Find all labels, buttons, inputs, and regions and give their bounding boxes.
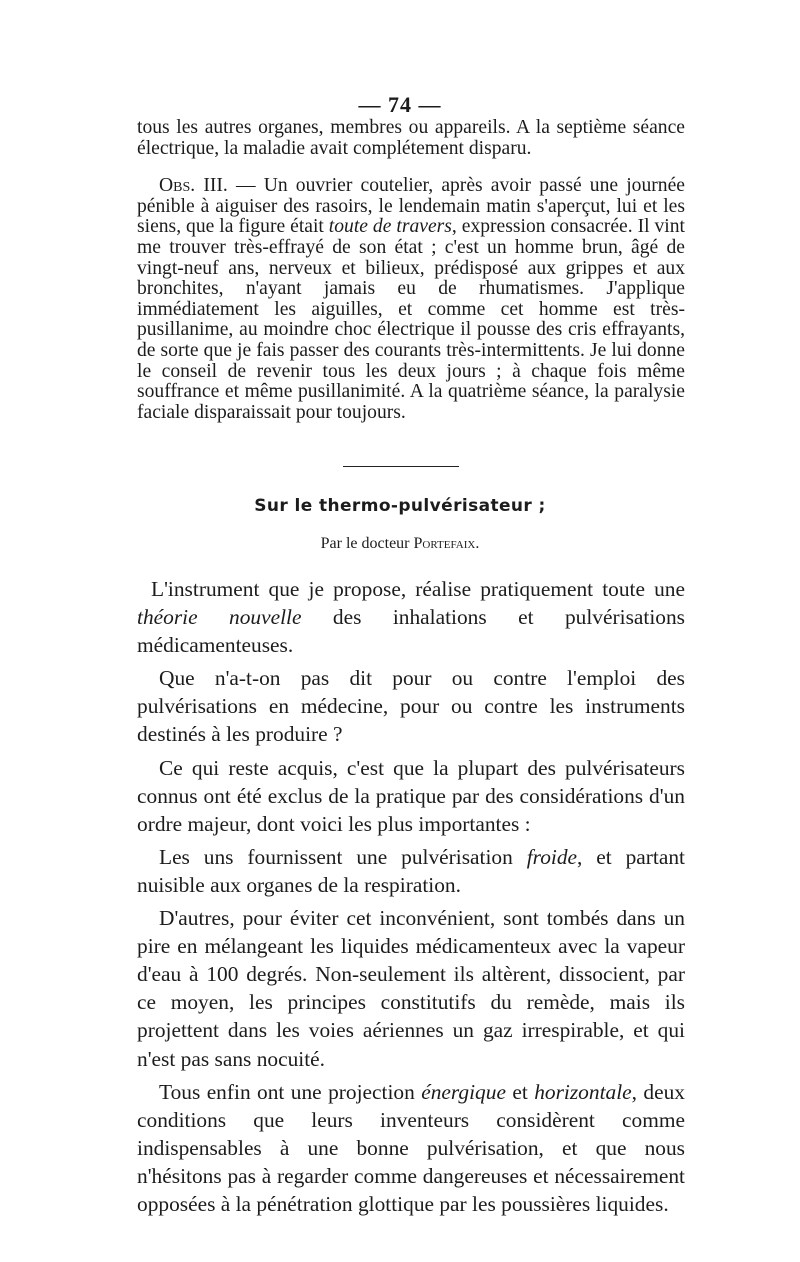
paragraph-text: D'autres, pour éviter cet inconvénient, sont tombés dans un pire en mélangeant les liquides médicamenteux avec la vapeur d'eau à 100 degrés. Non-seulement ils altèrent, dissocient, par ce moyen, les principes constitutifs du remède, mais ils projettent dans les voies aériennes un gaz irrespirable, et qui n'est pas sans nocuité. — [137, 906, 685, 1071]
byline-author: Portefaix. — [413, 535, 480, 552]
paragraph-text: Les uns fournissent une pulvérisation — [159, 844, 527, 869]
article-paragraph — [137, 843, 685, 899]
continuation-paragraph: tous les autres organes, membres ou appareils. A la septième séance électrique, la maladie avait complétement disparu. — [137, 117, 685, 159]
observation-text-a: — Un ouvrier coutelier, après avoir passé une journée pénible à aiguiser des rasoirs, le lendemain matin s'aperçut, lui et les siens, que la figure était — [137, 175, 685, 238]
paragraph-text: Tous enfin ont une projection — [159, 1079, 422, 1104]
article-paragraph — [137, 1078, 685, 1218]
section-divider — [343, 466, 459, 467]
article-body — [137, 575, 685, 1223]
paragraph-text: Que n'a-t-on pas dit pour ou contre l'emploi des pulvérisations en médecine, pour ou contre les instruments destinés à les produire ? — [137, 666, 685, 747]
paragraph-text: Ce qui reste acquis, c'est que la plupart des pulvérisateurs connus ont été exclus de la pratique par des considérations d'un ordre majeur, dont voici les plus importantes : — [137, 755, 685, 836]
paragraph-text: et — [505, 1079, 535, 1104]
observation-section — [137, 118, 685, 423]
observation-label: Obs. III. — [159, 175, 228, 197]
paragraph-text: , deux conditions que leurs inventeurs considèrent comme indispensables à une bonne pulvérisation, et que nous n'hésitons pas à regarder comme dangereuses et nécessairement opposées à la pénétration glottique par les poussières liquides. — [137, 1079, 685, 1216]
article-title: Sur le thermo-pulvérisateur ; — [254, 496, 546, 516]
observation-paragraph — [137, 176, 685, 423]
paragraph-text: L'instrument que je propose, réalise pratiquement toute une — [151, 577, 685, 601]
article-byline — [0, 535, 800, 553]
article-paragraph — [137, 904, 685, 1073]
paragraph-emphasis: énergique — [421, 1079, 506, 1104]
paragraph-text: des inhalations et pulvérisations médicamenteuses. — [137, 605, 685, 658]
paragraph-emphasis: froide — [526, 844, 578, 869]
observation-text-b: , expression consacrée. Il vint me trouver très-effrayé de son état ; c'est un homme brun, âgé de vingt-neuf ans, nerveux et bilieux, prédisposé aux grippes et aux bronchites, n'ayant jamais eu de rhumatismes. J'applique immédiatement les aiguilles, et comme cet homme est très-pusillanime, au moindre choc électrique il pousse des cris effrayants, de sorte que je fais passer des courants très-intermittents. Je lui donne le conseil de revenir tous les deux jours ; à chaque fois même souffrance et même pusillanimité. A la quatrième séance, la paralysie faciale disparaissait pour toujours. — [137, 216, 685, 423]
paragraph-text: , et partant nuisible aux organes de la respiration. — [137, 844, 685, 897]
article-paragraph — [137, 754, 685, 838]
article-paragraph — [137, 664, 685, 748]
article-paragraph — [137, 575, 685, 659]
paragraph-emphasis: théorie nouvelle — [137, 605, 302, 630]
page-number: — 74 — — [358, 92, 442, 117]
byline-prefix: Par le docteur — [320, 535, 414, 552]
paragraph-emphasis: horizontale — [534, 1079, 632, 1104]
observation-emphasis: toute de travers — [328, 216, 452, 238]
